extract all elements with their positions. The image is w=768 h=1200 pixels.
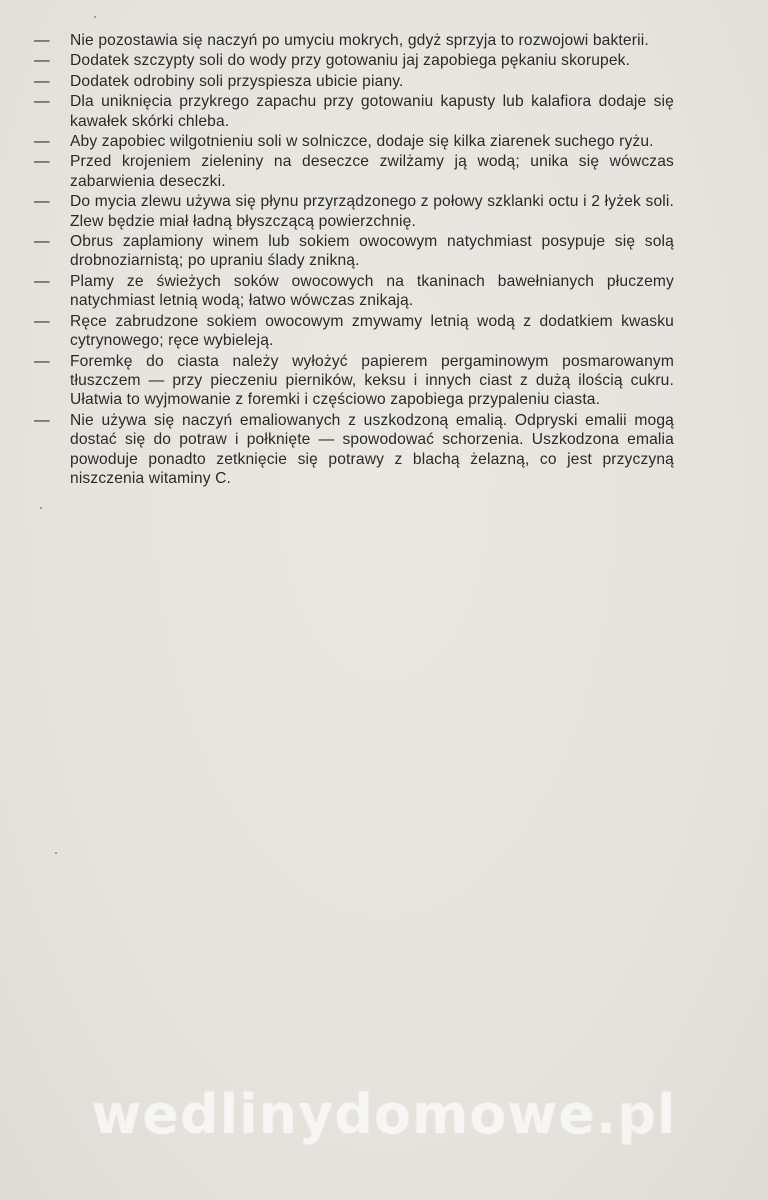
tip-item: [34, 192, 674, 231]
dash-marker: —: [34, 312, 50, 330]
tip-item: [34, 51, 674, 70]
dash-marker: —: [34, 272, 50, 290]
dash-marker: —: [34, 52, 50, 70]
tip-text: Aby zapobiec wilgotnieniu soli w solniczce, dodaje się kilka ziarenek suchego ryżu.: [70, 133, 654, 151]
tip-text: Nie pozostawia się naczyń po umyciu mokrych, gdyż sprzyja to rozwojowi bakterii.: [70, 32, 649, 49]
tip-text: Plamy ze świeżych soków owocowych na tkaninach bawełnianych płuczemy natychmiast letnią wodą; łatwo wówczas znikają.: [70, 272, 674, 310]
tip-text: Obrus zaplamiony winem lub sokiem owocowym natychmiast posypuje się solą drobnoziarnistą; po upraniu ślady znikną.: [70, 233, 674, 270]
tip-item: [34, 411, 674, 489]
dash-marker: —: [34, 72, 50, 90]
dash-marker: —: [34, 233, 50, 251]
scan-speck: [40, 507, 42, 509]
tip-item: [34, 352, 674, 410]
tip-item: [34, 31, 674, 50]
tip-text: Do mycia zlewu używa się płynu przyrządzonego z połowy szklanki octu i 2 łyżek soli. Zlew będzie miał ładną błyszczącą powierzchnię.: [70, 193, 674, 230]
dash-marker: —: [34, 193, 50, 211]
tip-text: Dodatek szczypty soli do wody przy gotowaniu jaj zapobiega pękaniu skorupek.: [70, 52, 631, 70]
scan-speck: [55, 852, 57, 854]
tip-item: [34, 232, 674, 271]
tip-item: [34, 272, 674, 311]
tip-item: [34, 92, 674, 131]
dash-marker: —: [34, 352, 50, 370]
tip-text: Nie używa się naczyń emaliowanych z uszkodzoną emalią. Odpryski emalii mogą dostać się do potraw i połknięte — spowodować schorzenia. Uszkodzona emalia powoduje ponadto zetknięcie się potrawy z blachą żelazną, co jest przyczyną niszczenia witaminy C.: [70, 411, 674, 487]
tip-item: [34, 152, 674, 191]
tip-text: Przed krojeniem zieleniny na deseczce zwilżamy ją wodą; unika się wówczas zabarwienia deseczki.: [70, 153, 674, 190]
tip-item: [34, 72, 674, 91]
dash-marker: —: [34, 93, 50, 111]
dash-marker: —: [34, 153, 50, 171]
watermark: wedlinydomowe.pl: [91, 1083, 677, 1146]
tip-text: Dodatek odrobiny soli przyspiesza ubicie piany.: [70, 72, 404, 90]
dash-marker: —: [34, 32, 50, 49]
tip-text: Ręce zabrudzone sokiem owocowym zmywamy letnią wodą z dodatkiem kwasku cytrynowego; ręce wybieleją.: [70, 312, 674, 350]
tip-item: [34, 312, 674, 351]
dash-marker: —: [34, 411, 50, 429]
tip-item: [34, 132, 674, 151]
tips-list: [34, 31, 674, 489]
tip-text: Foremkę do ciasta należy wyłożyć papierem pergaminowym posmarowanym tłuszczem — przy pieczeniu pierników, keksu i innych ciast z dużą ilością cukru. Ułatwia to wyjmowanie z foremki i częściowo zapobiega przypaleniu ciasta.: [70, 352, 674, 409]
tip-text: Dla uniknięcia przykrego zapachu przy gotowaniu kapusty lub kalafiora dodaje się kawałek skórki chleba.: [70, 93, 674, 130]
scan-speck: [94, 16, 96, 18]
dash-marker: —: [34, 133, 50, 151]
